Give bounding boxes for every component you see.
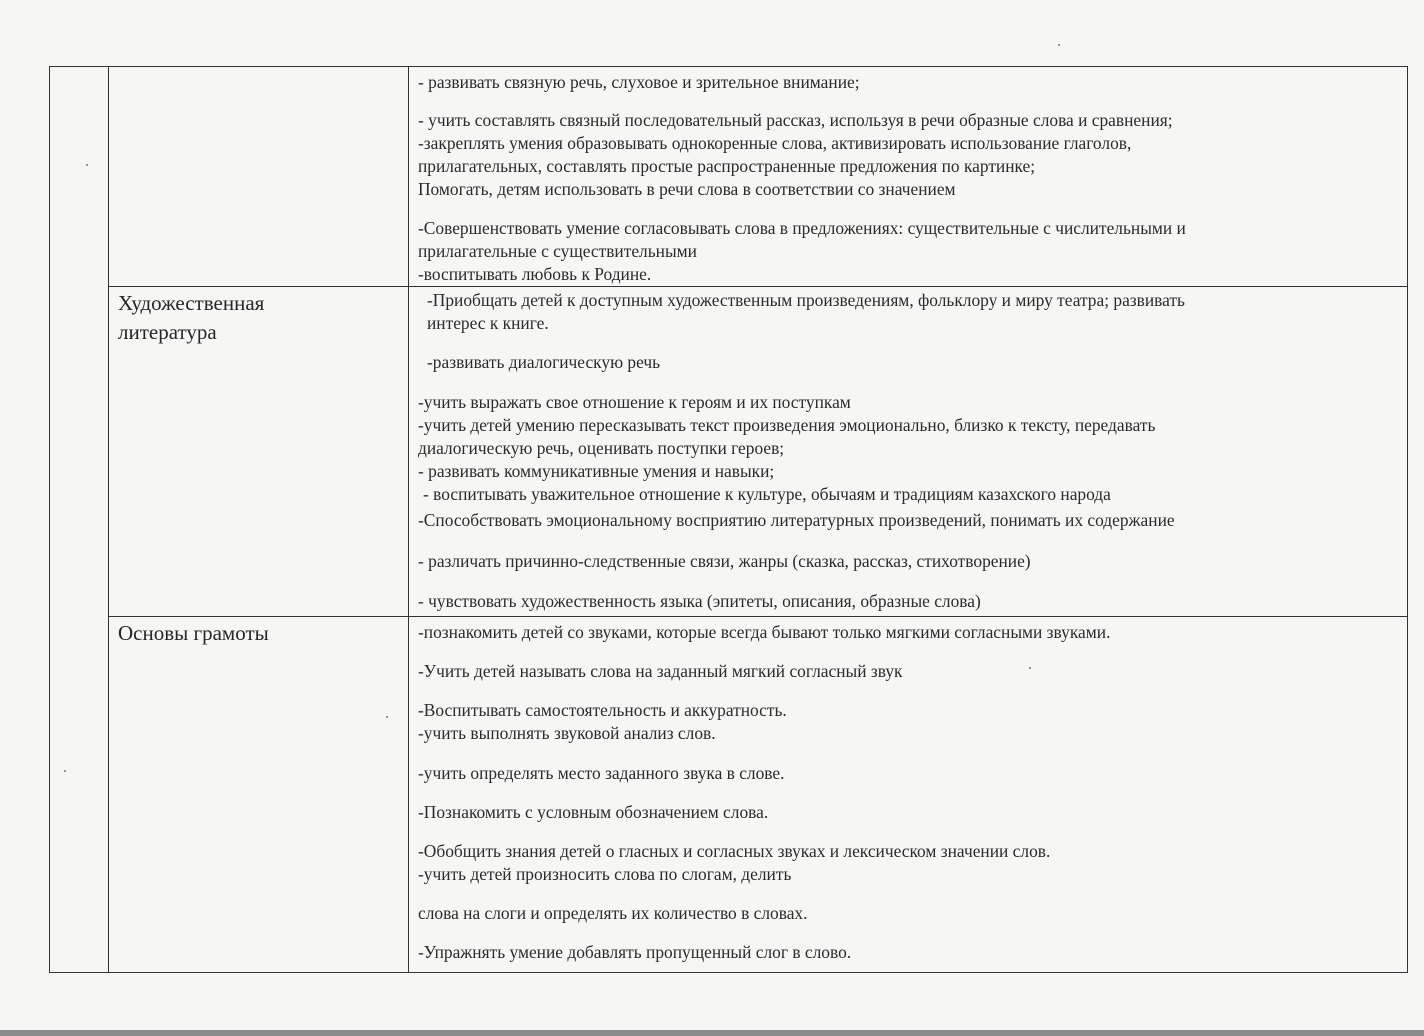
goal-line: - развивать коммуникативные умения и навыки;	[418, 461, 775, 481]
table-row	[50, 287, 1408, 617]
number-column-cell	[50, 67, 109, 973]
section-title-cell	[109, 287, 409, 617]
goal-line: - учить составлять связный последовательный рассказ, используя в речи образные слова и сравнения;	[418, 110, 1173, 130]
goal-line: - чувствовать художественность языка (эпитеты, описания, образные слова)	[418, 591, 981, 611]
goal-line: -Воспитывать самостоятельность и аккуратность.	[418, 700, 787, 720]
goal-line: - воспитывать уважительное отношение к культуре, обычаям и традициям казахского народа	[423, 484, 1111, 504]
goal-line: -познакомить детей со звуками, которые всегда бывают только мягкими согласными звуками.	[418, 622, 1111, 642]
goals-cell	[409, 67, 1408, 287]
goals-list	[409, 67, 1407, 286]
table-row	[50, 617, 1408, 973]
goal-line: -закреплять умения образовывать однокоренные слова, активизировать использование глаголов,	[418, 133, 1132, 153]
goal-line: прилагательных, составлять простые распространенные предложения по картинке;	[418, 156, 1036, 176]
goal-line: - различать причинно-следственные связи, жанры (сказка, рассказ, стихотворение)	[418, 551, 1031, 571]
table-row	[50, 67, 1408, 287]
section-title-cell	[109, 67, 409, 287]
goals-list	[409, 617, 1407, 972]
goal-line: интерес к книге.	[427, 313, 549, 333]
goal-line: -Познакомить с условным обозначением слова.	[418, 802, 769, 822]
goal-line: -учить определять место заданного звука в слове.	[418, 763, 785, 783]
section-title	[109, 67, 408, 91]
goal-line: -учить детей умению пересказывать текст произведения эмоционально, близко к тексту, передавать	[418, 415, 1156, 435]
goal-line: -развивать диалогическую речь	[427, 352, 661, 372]
goal-line: -Обобщить знания детей о гласных и согласных звуках и лексическом значении слов.	[418, 841, 1051, 861]
section-title	[109, 287, 408, 347]
goal-line: -Совершенствовать умение согласовывать слова в предложениях: существительные с числительными и	[418, 218, 1186, 238]
scanner-bottom-edge	[0, 1030, 1424, 1036]
section-title-line: литература	[118, 320, 217, 344]
goals-list	[409, 287, 1407, 616]
goal-line: -воспитывать любовь к Родине.	[418, 264, 652, 284]
goal-line: -учить детей произносить слова по слогам, делить	[418, 864, 792, 884]
curriculum-table	[49, 66, 1408, 973]
scan-speck	[1058, 44, 1060, 46]
goal-line: -Учить детей называть слова на заданный мягкий согласный звук	[418, 661, 903, 681]
goal-line: -Упражнять умение добавлять пропущенный слог в слово.	[418, 942, 852, 962]
goal-line: диалогическую речь, оценивать поступки героев;	[418, 438, 785, 458]
goal-line: -учить выполнять звуковой анализ слов.	[418, 723, 716, 743]
section-title-line: Художественная	[118, 291, 265, 315]
goal-line: -учить выражать свое отношение к героям и их поступкам	[418, 392, 851, 412]
goals-cell	[409, 617, 1408, 973]
goal-line: - развивать связную речь, слуховое и зрительное внимание;	[418, 72, 860, 92]
goal-line: прилагательные с существительными	[418, 241, 697, 261]
goal-line: -Приобщать детей к доступным художественным произведениям, фольклору и миру театра; развивать	[427, 290, 1185, 310]
section-title-cell	[109, 617, 409, 973]
goals-cell	[409, 287, 1408, 617]
goal-line: слова на слоги и определять их количество в словах.	[418, 903, 808, 923]
goal-line: Помогать, детям использовать в речи слова в соответствии со значением	[418, 179, 956, 199]
goal-line: -Способствовать эмоциональному восприятию литературных произведений, понимать их содержание	[418, 510, 1175, 530]
section-title: Основы грамоты	[118, 621, 269, 645]
